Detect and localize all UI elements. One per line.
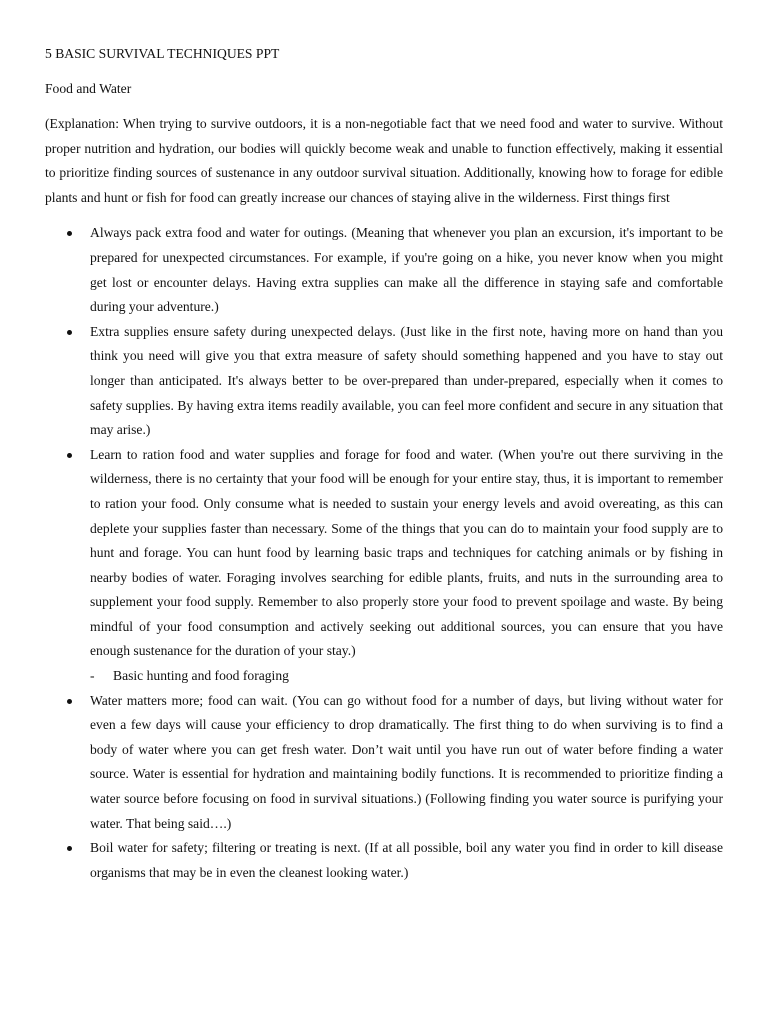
bullet-item xyxy=(45,443,723,689)
bullet-dot-icon xyxy=(67,231,72,236)
bullet-item xyxy=(45,689,723,837)
sub-list-item xyxy=(90,664,723,689)
bullet-text: Learn to ration food and water supplies and forage for food and water. (When you're out there surviving in the wilderness, there is no certainty that your food will be enough for your entire stay, thus, it is important to remember to ration your food. Only consume what is needed to sustain your energy levels and avoid overeating, as this can deplete your supplies faster than necessary. Some of the things that you can do to maintain your food supply are to hunt and forage. You can hunt food by learning basic traps and techniques for catching animals or by fishing in nearby bodies of water. Foraging involves searching for edible plants, fruits, and nuts in the surrounding area to supplement your food supply. Remember to also properly store your food to prevent spoilage and waste. By being mindful of your food consumption and actively seeking out additional sources, you can ensure that you have enough sustenance for the duration of your stay.) xyxy=(90,446,723,659)
bullet-dot-icon xyxy=(67,330,72,335)
bullet-dot-icon xyxy=(67,846,72,851)
bullet-item xyxy=(45,320,723,443)
bullet-dot-icon xyxy=(67,699,72,704)
dash-marker: - xyxy=(90,668,95,684)
sub-list xyxy=(90,664,723,689)
bullet-item xyxy=(45,221,723,319)
bullet-text: Boil water for safety; filtering or treating is next. (If at all possible, boil any water you find in order to kill disease organisms that may be in even the cleanest looking water.) xyxy=(90,840,723,880)
bullet-text: Extra supplies ensure safety during unexpected delays. (Just like in the first note, having more on hand than you think you need will give you that extra measure of safety should something happened and you have to stay out longer than anticipated. It's always better to be over-prepared than under-prepared, especially when it comes to safety supplies. By having extra items readily available, you can feel more confident and secure in any situation that may arise.) xyxy=(90,323,723,438)
document-title: 5 BASIC SURVIVAL TECHNIQUES PPT xyxy=(45,46,280,61)
document-page xyxy=(45,44,723,885)
intro-paragraph: (Explanation: When trying to survive outdoors, it is a non-negotiable fact that we need food and water to survive. Without proper nutrition and hydration, our bodies will quickly become weak and unable to function effectively, making it essential to prioritize finding sources of sustenance in any outdoor survival situation. Additionally, knowing how to forage for edible plants and hunt or fish for food can greatly increase our chances of staying alive in the wilderness. First things first xyxy=(45,116,723,205)
bullet-item xyxy=(45,836,723,885)
bullet-text: Always pack extra food and water for outings. (Meaning that whenever you plan an excursion, it's important to be prepared for unexpected circumstances. For example, if you're going on a hike, you never know when you might get lost or encounter delays. Having extra supplies can make all the difference in staying safe and comfortable during your adventure.) xyxy=(90,225,723,315)
bullet-dot-icon xyxy=(67,453,72,458)
bullet-text: Water matters more; food can wait. (You can go without food for a number of days, but living without water for even a few days will cause your efficiency to drop dramatically. The first thing to do when surviving is to find a body of water where you can get fresh water. Don’t wait until you have run out of water before finding a water source. Water is essential for hydration and maintaining bodily functions. It is recommended to prioritize finding a water source before focusing on food in survival situations.) (Following finding you water source is purifying your water. That being said….) xyxy=(90,692,723,831)
sub-item-text: Basic hunting and food foraging xyxy=(113,668,289,684)
bullet-list xyxy=(45,221,723,885)
section-heading: Food and Water xyxy=(45,81,132,96)
